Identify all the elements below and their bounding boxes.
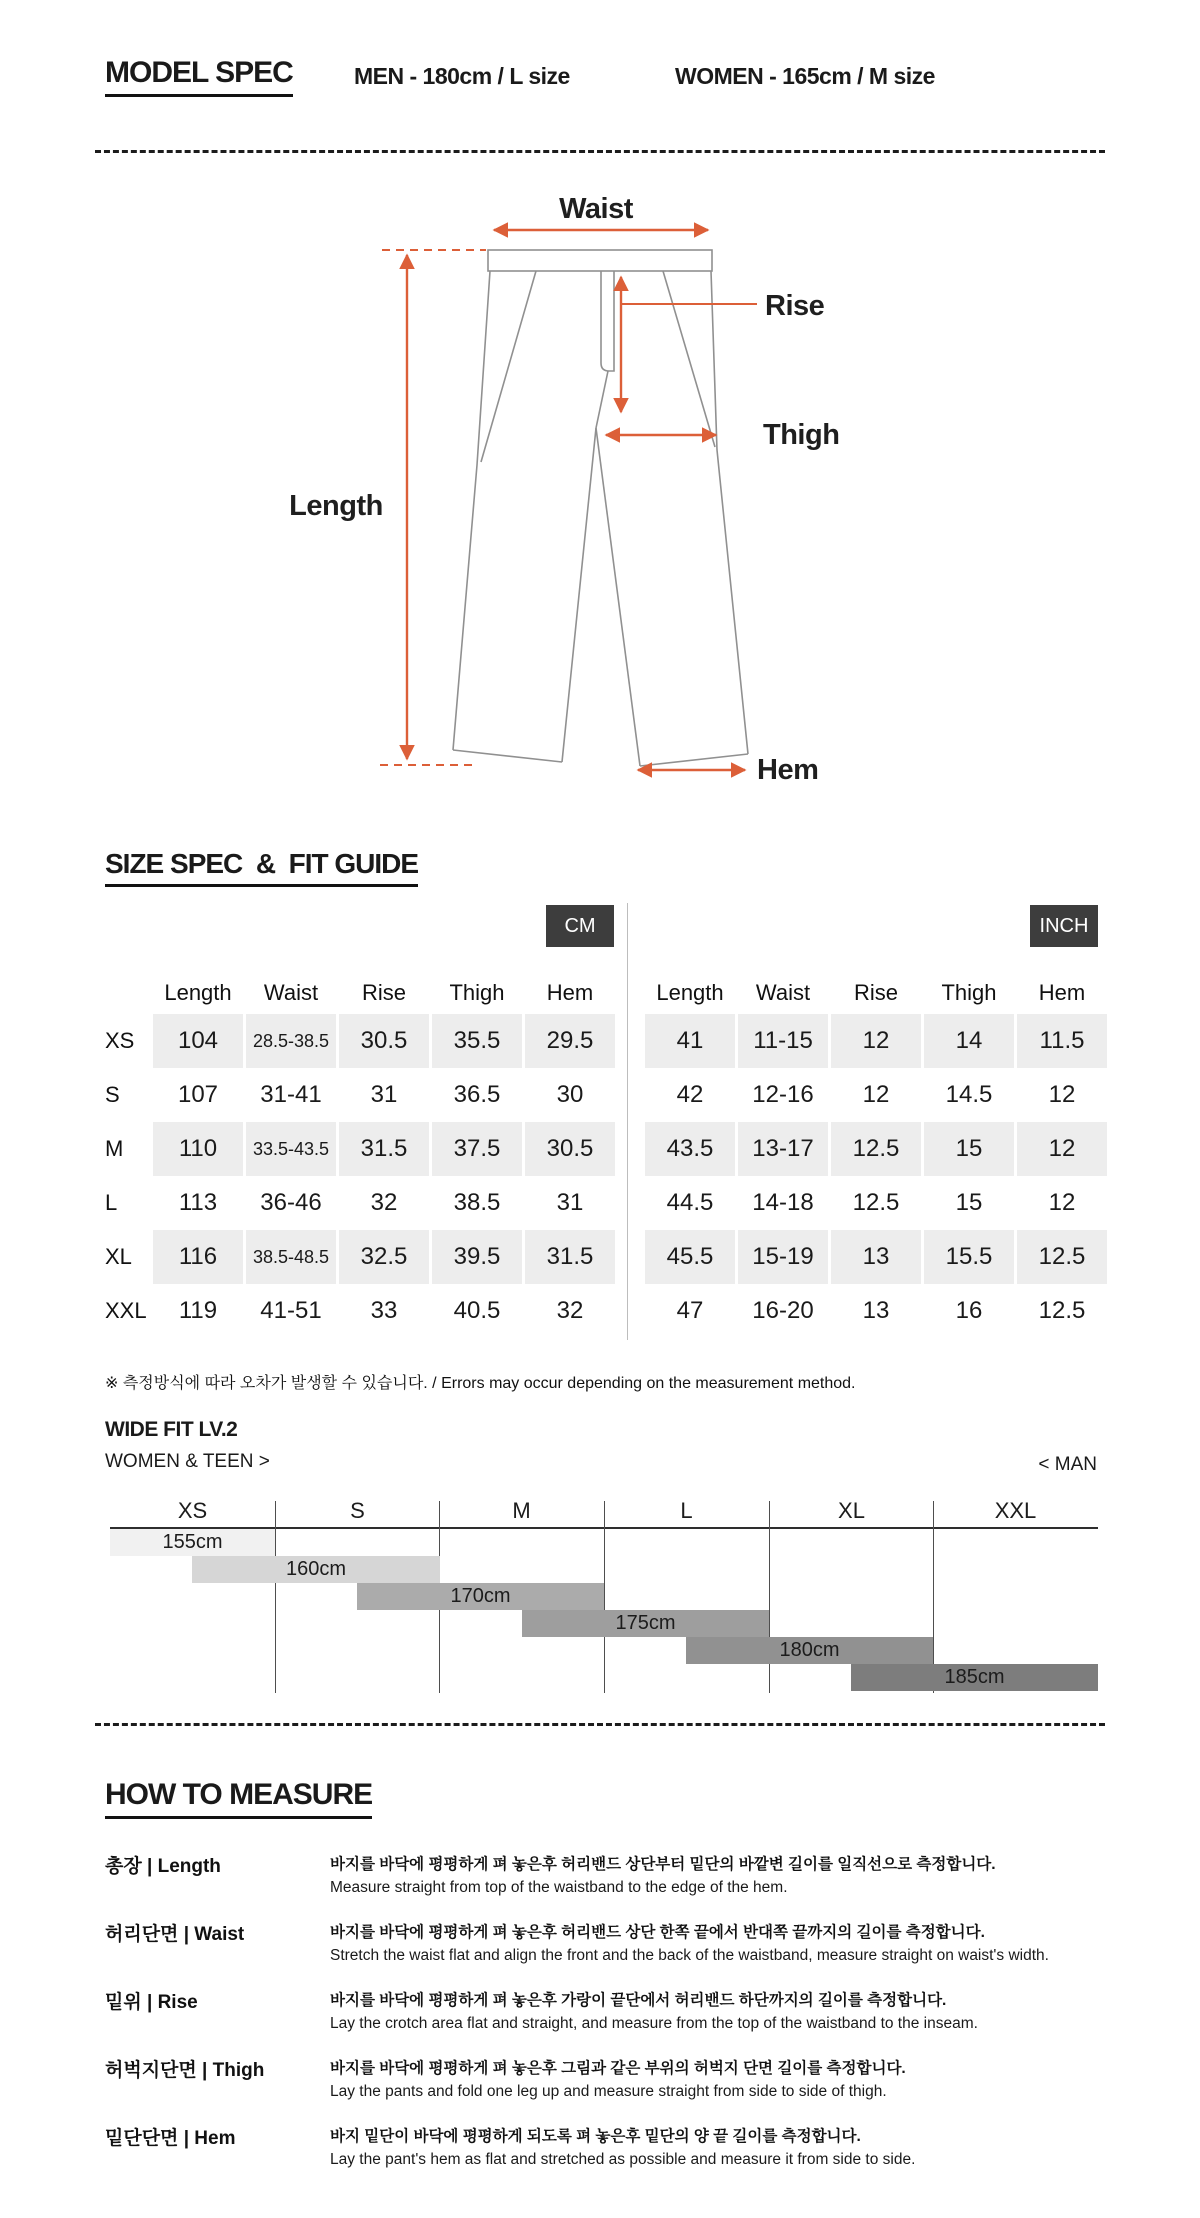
rise-label: Rise [765, 290, 825, 322]
chart-gridline [604, 1501, 605, 1693]
table-separator [627, 903, 628, 1340]
measure-label-length: 총장 | Length [105, 1856, 221, 1877]
col-rise: Rise [853, 980, 898, 1005]
crotch-seam [596, 371, 608, 428]
measure-ko-hem: 바지 밑단이 바닥에 평평하게 되도록 펴 놓은후 밑단의 양 끝 길이를 측정합니다. [330, 2128, 861, 2145]
right-hem-line [640, 754, 748, 766]
table-row: S 107 31-41 31 36.5 30 [105, 1081, 584, 1108]
col-rise: Rise [361, 980, 406, 1005]
measure-ko-rise: 바지를 바닥에 평평하게 펴 놓은후 가랑이 끝단에서 허리밴드 하단까지의 길이를 측정합니다. [330, 1992, 947, 2009]
fit-guide-left-label: WOMEN & TEEN > [105, 1451, 270, 1472]
table-row: 45.5 15-19 13 15.5 12.5 [645, 1230, 1110, 1284]
size-table-cm [105, 972, 618, 1338]
waistband [488, 250, 712, 271]
table-row: XL 116 38.5-48.5 32.5 39.5 31.5 [105, 1230, 618, 1284]
table-row: 47 16-20 13 16 12.5 [676, 1297, 1086, 1324]
measure-en-waist: Stretch the waist flat and align the front and the back of the waistband, measure straight on waist's width. [330, 1947, 1049, 1964]
size-table-inch [645, 972, 1110, 1338]
table-header-row [105, 972, 618, 1014]
fly-line [601, 271, 614, 371]
measure-label-hem: 밑단단면 | Hem [105, 2128, 236, 2149]
col-hem: Hem [546, 980, 594, 1005]
chart-col-m: M [512, 1498, 531, 1523]
pants-measurement-diagram [0, 120, 1200, 820]
height-fit-chart [110, 1498, 1098, 1698]
hem-label: Hem [757, 754, 819, 786]
model-spec-title: MODEL SPEC [105, 56, 293, 97]
height-bar-160: 160cm [192, 1556, 440, 1583]
left-hem-line [453, 750, 562, 762]
right-pocket-line [663, 271, 715, 447]
measure-label-rise: 밑위 | Rise [105, 1992, 198, 2013]
right-inner-seam [596, 428, 640, 766]
height-bar-170: 170cm [357, 1583, 604, 1610]
size-spec-title: SIZE SPEC & FIT GUIDE [105, 848, 418, 887]
chart-col-s: S [350, 1498, 365, 1523]
col-hem: Hem [1038, 980, 1086, 1005]
measure-ko-waist: 바지를 바닥에 평평하게 펴 놓은후 허리밴드 상단 한쪽 끝에서 반대쪽 끝까지의 길이를 측정합니다. [330, 1924, 985, 1941]
measure-en-thigh: Lay the pants and fold one leg up and measure straight from side to side of thigh. [330, 2083, 887, 2100]
measure-label-thigh: 허벅지단면 | Thigh [105, 2060, 265, 2081]
left-pocket-line [481, 271, 536, 462]
measure-en-rise: Lay the crotch area flat and straight, and measure from the top of the waistband to the inseam. [330, 2015, 978, 2032]
model-spec-men: MEN - 180cm / L size [354, 63, 570, 89]
measure-ko-thigh: 바지를 바닥에 평평하게 펴 놓은후 그림과 같은 부위의 허벅지 단면 길이를 측정합니다. [330, 2060, 906, 2077]
divider-bottom [95, 1723, 1105, 1726]
cm-badge: CM [546, 905, 614, 947]
measure-en-length: Measure straight from top of the waistband to the edge of the hem. [330, 1879, 788, 1896]
chart-col-l: L [680, 1498, 693, 1523]
table-row: M 110 33.5-43.5 31.5 37.5 30.5 [105, 1122, 618, 1176]
table-row: 44.5 14-18 12.5 15 12 [666, 1189, 1076, 1216]
left-outer-seam [453, 271, 490, 750]
left-inner-seam [562, 428, 596, 762]
measure-ko-length: 바지를 바닥에 평평하게 펴 놓은후 허리밴드 상단부터 밑단의 바깥변 길이를 일직선으로 측정합니다. [330, 1856, 996, 1873]
pants-outline [453, 250, 748, 766]
length-label: Length [289, 490, 383, 522]
col-waist: Waist [755, 980, 811, 1005]
thigh-label: Thigh [763, 419, 840, 451]
col-length: Length [656, 980, 724, 1005]
measure-label-waist: 허리단면 | Waist [105, 1924, 245, 1945]
fit-guide-title: WIDE FIT LV.2 [105, 1418, 238, 1441]
chart-gridline [769, 1501, 770, 1693]
height-bar-155: 155cm [110, 1529, 275, 1556]
measurement-note: ※ 측정방식에 따라 오차가 발생할 수 있습니다. / Errors may occur depending on the measurement method. [105, 1375, 856, 1392]
col-length: Length [164, 980, 232, 1005]
col-waist: Waist [263, 980, 319, 1005]
col-thigh: Thigh [449, 980, 505, 1005]
table-row: 43.5 13-17 12.5 15 12 [645, 1122, 1110, 1176]
how-to-measure-title: HOW TO MEASURE [105, 1778, 372, 1819]
model-spec-women: WOMEN - 165cm / M size [675, 63, 935, 89]
table-row: XXL 119 41-51 33 40.5 32 [105, 1297, 584, 1324]
height-bar-180: 180cm [686, 1637, 933, 1664]
table-row: L 113 36-46 32 38.5 31 [105, 1189, 584, 1216]
chart-gridline [275, 1501, 276, 1693]
table-row: XS 104 28.5-38.5 30.5 35.5 29.5 [105, 1014, 618, 1068]
chart-col-xl: XL [838, 1498, 865, 1523]
col-thigh: Thigh [941, 980, 997, 1005]
right-outer-seam [711, 271, 748, 754]
waist-label: Waist [559, 193, 633, 225]
measure-en-hem: Lay the pant's hem as flat and stretched as possible and measure it from side to side. [330, 2151, 916, 2168]
table-row: 42 12-16 12 14.5 12 [676, 1081, 1076, 1108]
height-bar-185: 185cm [851, 1664, 1098, 1691]
table-header-row [645, 972, 1110, 1014]
chart-col-xs: XS [177, 1498, 208, 1523]
table-row: 41 11-15 12 14 11.5 [645, 1014, 1110, 1068]
height-bar-175: 175cm [522, 1610, 769, 1637]
chart-col-xxl: XXL [994, 1498, 1037, 1523]
inch-badge: INCH [1030, 905, 1098, 947]
fit-guide-right-label: < MAN [1038, 1454, 1097, 1475]
